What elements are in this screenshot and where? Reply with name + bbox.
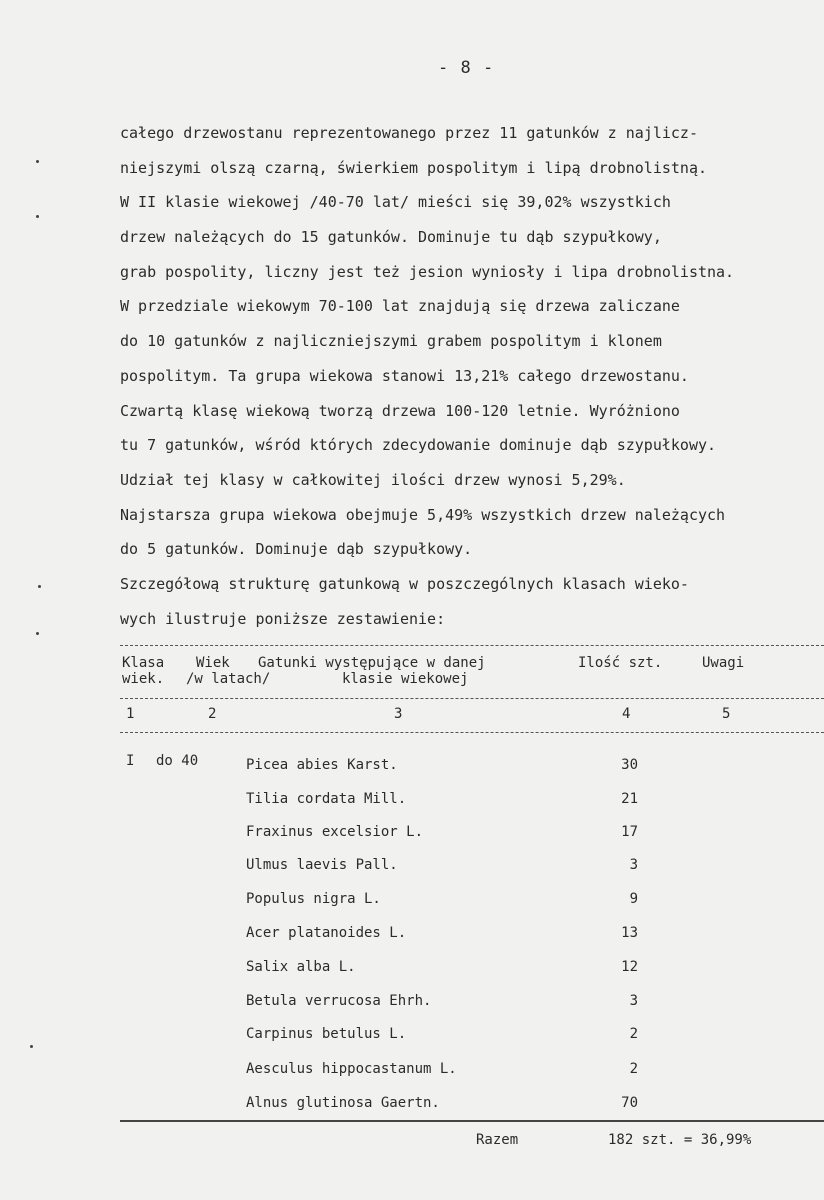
text-line: drzew należących do 15 gatunków. Dominuje tu dąb szypułkowy, [120, 228, 662, 247]
text-line: wych ilustruje poniższe zestawienie: [120, 609, 446, 628]
species-count: 13 [621, 925, 638, 941]
column-number: 5 [722, 706, 731, 722]
text-line: tu 7 gatunków, wśród których zdecydowanie dominuje dąb szypułkowy. [120, 436, 717, 455]
text-line: do 10 gatunków z najliczniejszymi grabem pospolitym i klonem [120, 332, 662, 351]
text-line: Szczegółową strukturę gatunkową w poszczególnych klasach wieko- [120, 574, 689, 593]
age-range: do 40 [156, 753, 199, 769]
total-value: 182 szt. = 36,99% [608, 1132, 752, 1148]
table-rule-header [120, 698, 824, 699]
species-count: 2 [629, 1026, 638, 1042]
text-line: Udział tej klasy w całkowitej ilości drzew wynosi 5,29%. [120, 470, 626, 489]
species-count: 3 [629, 857, 638, 873]
species-count: 2 [629, 1061, 638, 1077]
column-number: 3 [394, 706, 403, 722]
margin-mark [36, 160, 39, 163]
species-name: Betula verrucosa Ehrh. [246, 993, 432, 1009]
species-name: Carpinus betulus L. [246, 1026, 407, 1042]
species-count: 12 [621, 959, 638, 975]
species-name: Aesculus hippocastanum L. [246, 1061, 457, 1077]
header-gatunki: Gatunki występujące w danej klasie wiekowej [258, 655, 486, 687]
margin-mark [36, 632, 39, 635]
text-line: W przedziale wiekowym 70-100 lat znajdują się drzewa zaliczane [120, 297, 680, 316]
species-count: 21 [621, 791, 638, 807]
margin-mark [30, 1045, 33, 1048]
header-klasa: Klasa wiek. [122, 655, 165, 687]
column-number: 2 [208, 706, 217, 722]
table-rule-bottom [120, 1120, 824, 1122]
text-line: grab pospolity, liczny jest też jesion wyniosły i lipa drobnolistna. [120, 262, 735, 281]
species-name: Acer platanoides L. [246, 925, 407, 941]
species-count: 9 [629, 891, 638, 907]
species-name: Ulmus laevis Pall. [246, 857, 398, 873]
species-count: 70 [621, 1095, 638, 1111]
text-line: całego drzewostanu reprezentowanego przez 11 gatunków z najlicz- [120, 124, 698, 142]
age-class: I [126, 753, 135, 769]
body-paragraph [120, 116, 824, 636]
table-rule-numbers [120, 732, 824, 733]
text-line: pospolitym. Ta grupa wiekowa stanowi 13,21% całego drzewostanu. [120, 366, 689, 385]
species-name: Tilia cordata Mill. [246, 791, 407, 807]
text-line: Czwartą klasę wiekową tworzą drzewa 100-120 letnie. Wyróżniono [120, 401, 680, 420]
text-line: W II klasie wiekowej /40-70 lat/ mieści się 39,02% wszystkich [120, 193, 671, 212]
column-number: 1 [126, 706, 135, 722]
species-name: Populus nigra L. [246, 891, 381, 907]
species-name: Fraxinus excelsior L. [246, 824, 424, 840]
margin-mark [38, 585, 41, 588]
text-line: do 5 gatunków. Dominuje dąb szypułkowy. [120, 540, 473, 559]
column-number: 4 [622, 706, 631, 722]
species-count: 17 [621, 824, 638, 840]
total-label: Razem [476, 1132, 519, 1148]
species-name: Alnus glutinosa Gaertn. [246, 1095, 440, 1111]
text-line: Najstarsza grupa wiekowa obejmuje 5,49% wszystkich drzew należących [120, 505, 726, 524]
species-count: 3 [629, 993, 638, 1009]
text-line: niejszymi olszą czarną, świerkiem pospolitym i lipą drobnolistną. [120, 158, 707, 177]
species-name: Salix alba L. [246, 959, 356, 975]
page-number: - 8 - [438, 58, 495, 78]
species-count: 30 [621, 757, 638, 773]
species-name: Picea abies Karst. [246, 757, 398, 773]
margin-mark [36, 215, 39, 218]
header-ilosc: Ilość szt. [578, 655, 663, 671]
header-wiek: Wiek /w latach/ [186, 655, 271, 687]
header-uwagi: Uwagi [702, 655, 745, 671]
table-rule-top [120, 645, 824, 646]
